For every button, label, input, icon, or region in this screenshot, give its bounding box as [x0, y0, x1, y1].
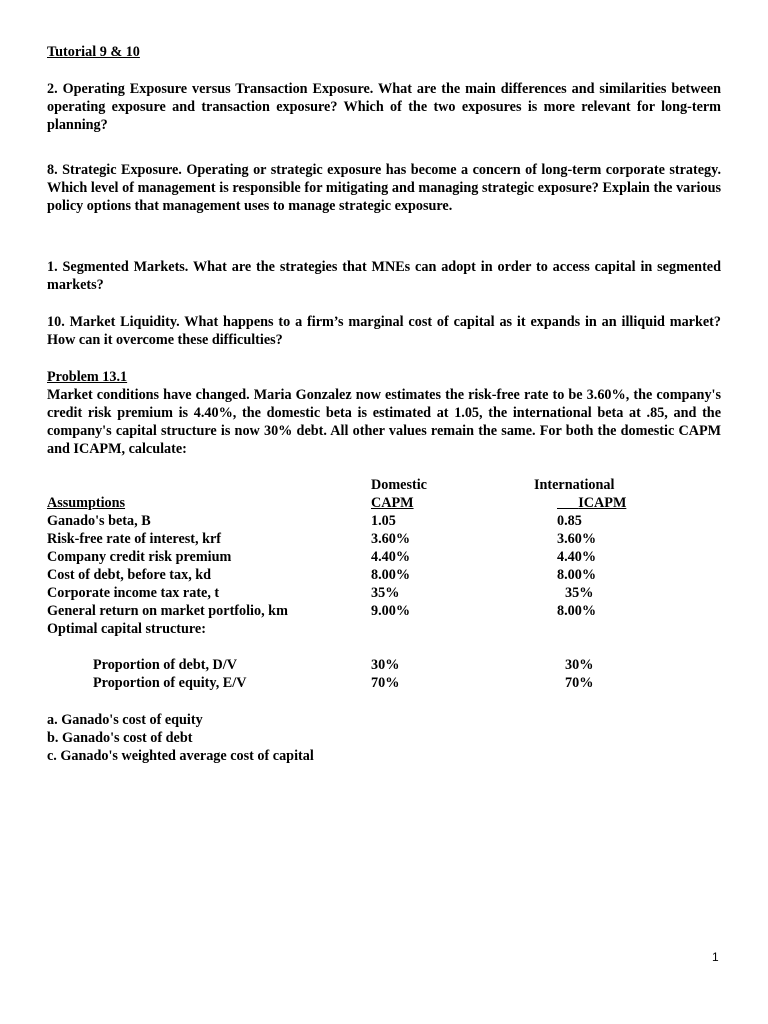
table-row: [47, 566, 721, 584]
question-10: [47, 313, 721, 349]
domestic-value: 1.05: [371, 513, 396, 529]
problem-13-1: [47, 368, 721, 458]
assumptions-table: [47, 476, 721, 692]
table-row: [47, 512, 721, 530]
domestic-value: 70%: [371, 675, 400, 691]
question-2-text: 2. Operating Exposure versus Transaction Exposure. What are the main differences and similarities between operating exposure and transaction exposure? Which of the two exposures is more relevant for long-term planning?: [47, 81, 721, 133]
question-8-text: 8. Strategic Exposure. Operating or strategic exposure has become a concern of long-term corporate strategy. Which level of management is responsible for mitigating and managing strategic exposure? Explain the various policy options that management uses to manage strategic exposure.: [47, 162, 721, 214]
international-value: 8.00%: [557, 603, 597, 619]
page-title: [47, 43, 721, 61]
problem-text: Market conditions have changed. Maria Gonzalez now estimates the risk-free rate to be 3.60%, the company's credit risk premium is 4.40%, the domestic beta is estimated at 1.05, the international beta at .85, and the company's capital structure is now 30% debt. All other values remain the same. For both the domestic CAPM and ICAPM, calculate:: [47, 387, 721, 457]
row-label: General return on market portfolio, km: [47, 603, 288, 619]
international-value: 0.85: [557, 513, 582, 529]
question-10-text: 10. Market Liquidity. What happens to a firm’s marginal cost of capital as it expands in an illiquid market? How can it overcome these difficulties?: [47, 314, 721, 348]
icapm-header-text: ICAPM: [578, 495, 627, 511]
domestic-value: 4.40%: [371, 549, 411, 565]
table-row: [47, 674, 721, 692]
table-header-top: [47, 476, 721, 494]
domestic-value: 9.00%: [371, 603, 411, 619]
capm-header: CAPM: [371, 495, 414, 511]
international-value: 70%: [565, 675, 594, 691]
table-row: [47, 530, 721, 548]
calculation-list: [47, 711, 314, 765]
row-label: Proportion of equity, E/V: [93, 675, 247, 691]
problem-heading: Problem 13.1: [47, 369, 128, 385]
row-label: Risk-free rate of interest, krf: [47, 531, 221, 547]
icapm-header: [557, 494, 626, 512]
row-label: Ganado's beta, B: [47, 513, 151, 529]
row-label: Company credit risk premium: [47, 549, 232, 565]
list-item: a. Ganado's cost of equity: [47, 712, 203, 728]
row-label: Optimal capital structure:: [47, 621, 206, 637]
international-value: 4.40%: [557, 549, 597, 565]
question-2: [47, 80, 721, 134]
table-row: [47, 602, 721, 620]
domestic-value: 35%: [371, 585, 400, 601]
tutorial-title: Tutorial 9 & 10: [47, 44, 140, 60]
table-header: [47, 494, 721, 512]
international-header-top: International: [534, 477, 615, 493]
domestic-value: 8.00%: [371, 567, 411, 583]
table-row: [47, 620, 721, 638]
page-number: 1: [712, 950, 719, 964]
domestic-header-top: Domestic: [371, 477, 427, 493]
row-label: Cost of debt, before tax, kd: [47, 567, 212, 583]
international-value: 35%: [565, 585, 594, 601]
list-item: c. Ganado's weighted average cost of capital: [47, 748, 314, 764]
international-value: 8.00%: [557, 567, 597, 583]
table-row: [47, 548, 721, 566]
table-row: [47, 584, 721, 602]
domestic-value: 30%: [371, 657, 400, 673]
table-row: [47, 656, 721, 674]
question-1-text: 1. Segmented Markets. What are the strategies that MNEs can adopt in order to access capital in segmented markets?: [47, 259, 721, 293]
assumptions-header: Assumptions: [47, 495, 126, 511]
list-item: b. Ganado's cost of debt: [47, 730, 193, 746]
table-body: [47, 512, 721, 692]
international-value: 30%: [565, 657, 594, 673]
question-1: [47, 258, 721, 294]
row-label: Corporate income tax rate, t: [47, 585, 220, 601]
row-label: Proportion of debt, D/V: [93, 657, 237, 673]
domestic-value: 3.60%: [371, 531, 411, 547]
international-value: 3.60%: [557, 531, 597, 547]
question-8: [47, 161, 721, 215]
